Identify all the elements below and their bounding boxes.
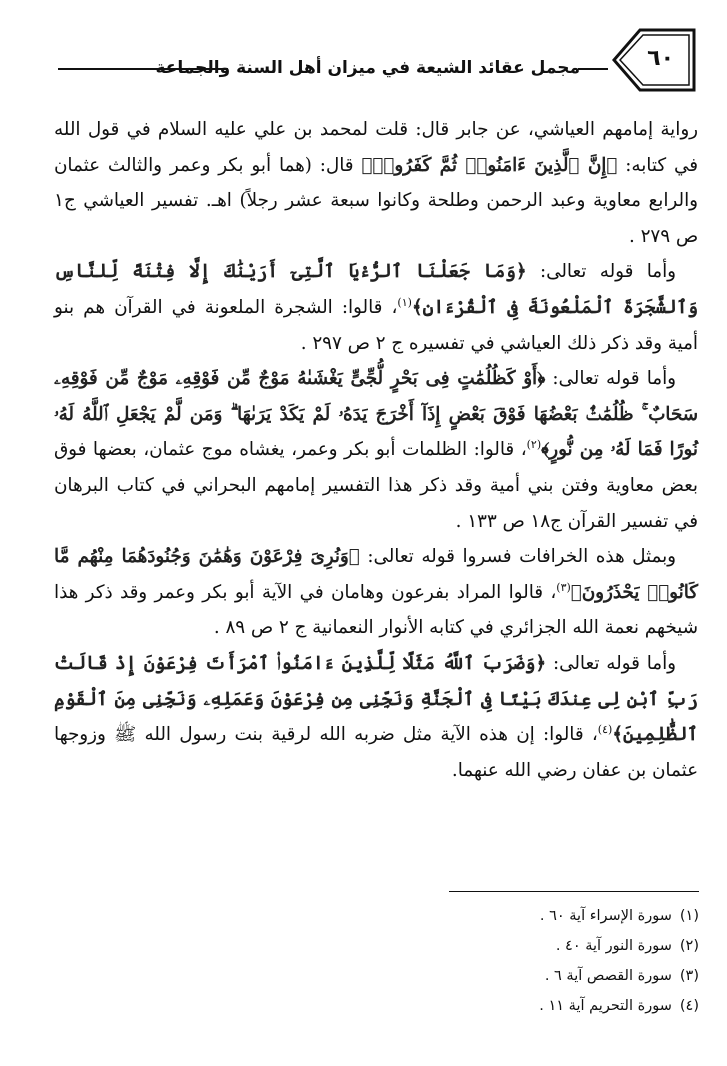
paragraph-text: ، قالوا: الظلمات أبو بكر وعمر، يغشاه موج عثمان، بعضها فوق بعض معاوية وفتن بني أمية وقد ذكر هذا التفسير إمامهم البحراني في كتاب البرهان في تفسير القرآن ج١٨ ص ١٣٣ . [54, 439, 698, 532]
paragraph-text: وأما قوله تعالى: [526, 261, 676, 283]
paragraph [54, 539, 698, 646]
paragraph-text: ، قالوا المراد بفرعون وهامان في الآية أبو بكر وعمر وقد ذكر هذا شيخهم نعمة الله الجزائري في كتابه الأنوار النعمانية ج ٢ ص ٨٩ . [54, 581, 698, 639]
footnote-item [59, 901, 699, 931]
footnote-number: (٣) [679, 968, 699, 984]
footnote-ref: (٤) [597, 723, 613, 736]
paragraph-text: قال: (هما أبو بكر وعمر والثالث عثمان والرابع معاوية وعبد الرحمن وطلحة وكانوا سبعة عشر رجلاً) اهـ. تفسير العياشي ج١ ص ٢٧٩ . [54, 154, 698, 247]
footnote-number: (٢) [679, 938, 699, 954]
footnote-item [59, 931, 699, 961]
footnote-text: سورة القصص آية ٦ . [544, 968, 672, 984]
footnotes [59, 901, 699, 1021]
footnote-number: (١) [679, 908, 699, 924]
footnote-number: (٤) [679, 998, 699, 1014]
running-title: مجمل عقائد الشيعة في ميزان أهل السنة والجماعة [155, 58, 580, 78]
quran-verse: ﴿وَمَا جَعَلْنَا ٱلرُّءْيَا ٱلَّتِىٓ أَرَيْنَٰكَ إِلَّا فِتْنَةً لِّلنَّاسِ وَٱلشَّجَرَةَ ٱلْمَلْعُونَةَ فِى ٱلْقُرْءَانِ﴾ [54, 261, 698, 318]
main-text [54, 112, 698, 788]
page-number: ٦٠ [647, 46, 674, 71]
footnote-text: سورة الإسراء آية ٦٠ . [539, 908, 672, 924]
paragraph-text: وأما قوله تعالى: [545, 368, 676, 390]
footnote-separator [449, 891, 699, 892]
quran-verse: ﴿وَنُرِىَ فِرْعَوْنَ وَهَٰمَٰنَ وَجُنُودَهُمَا مِنْهُم مَّا كَانُوا۟ يَحْذَرُونَ﴾ [54, 546, 698, 603]
paragraph [54, 254, 698, 361]
paragraph-text: وبمثل هذه الخرافات فسروا قوله تعالى: [359, 546, 677, 568]
page-header [58, 18, 698, 98]
footnote-item [59, 991, 699, 1021]
quran-verse: ﴿وَضَرَبَ ٱللَّهُ مَثَلًا لِّلَّذِينَ ءَامَنُوا۟ ٱمْرَأَتَ فِرْعَوْنَ إِذْ قَالَتْ رَبِّ ٱبْنِ لِى عِندَكَ بَيْتًا فِى ٱلْجَنَّةِ وَنَجِّنِى مِن فِرْعَوْنَ وَعَمَلِهِۦ وَنَجِّنِى مِنَ ٱلْقَوْمِ ٱلظَّٰلِمِينَ﴾ [54, 652, 698, 746]
footnote-text: سورة التحريم آية ١١ . [539, 998, 672, 1014]
header-rule-right [578, 68, 608, 70]
header-rule-left [58, 68, 228, 70]
paragraph-text: رواية إمامهم العياشي، عن جابر قال: قلت لمحمد بن علي عليه السلام في قول الله في كتابه: [54, 119, 698, 176]
footnote-ref: (٣) [556, 580, 571, 594]
paragraph-text: ، قالوا: الشجرة الملعونة في القرآن هم بنو أمية وقد ذكر ذلك العياشي في تفسيره ج ٢ ص ٢٩٧ . [54, 296, 698, 354]
footnote-text: سورة النور آية ٤٠ . [555, 938, 672, 954]
footnote-item [59, 961, 699, 991]
paragraph-text: وأما قوله تعالى: [546, 652, 676, 674]
footnote-ref: (٢) [526, 438, 542, 452]
quran-verse: ﴿إِنَّ ٱلَّذِينَ ءَامَنُوا۟ ثُمَّ كَفَرُوا۟﴾ [361, 154, 618, 176]
footnote-ref: (١) [397, 295, 412, 309]
paragraph [54, 112, 698, 254]
paragraph-text: ، قالوا: إن هذه الآية مثل ضربه الله لرقية بنت رسول الله ﷺ وزوجها عثمان بن عفان رضي الله عنهما. [54, 724, 698, 781]
quran-verse: ﴿أَوْ كَظُلُمَٰتٍ فِى بَحْرٍ لُّجِّىٍّ يَغْشَىٰهُ مَوْجٌ مِّن فَوْقِهِۦ مَوْجٌ مِّن فَوْقِهِۦ سَحَابٌ ۚ ظُلُمَٰتٌۢ بَعْضُهَا فَوْقَ بَعْضٍ إِذَآ أَخْرَجَ يَدَهُۥ لَمْ يَكَدْ يَرَىٰهَا ۗ وَمَن لَّمْ يَجْعَلِ ٱللَّهُ لَهُۥ نُورًا فَمَا لَهُۥ مِن نُّورٍ﴾ [54, 368, 698, 461]
paragraph [54, 361, 698, 539]
paragraph [54, 646, 698, 788]
